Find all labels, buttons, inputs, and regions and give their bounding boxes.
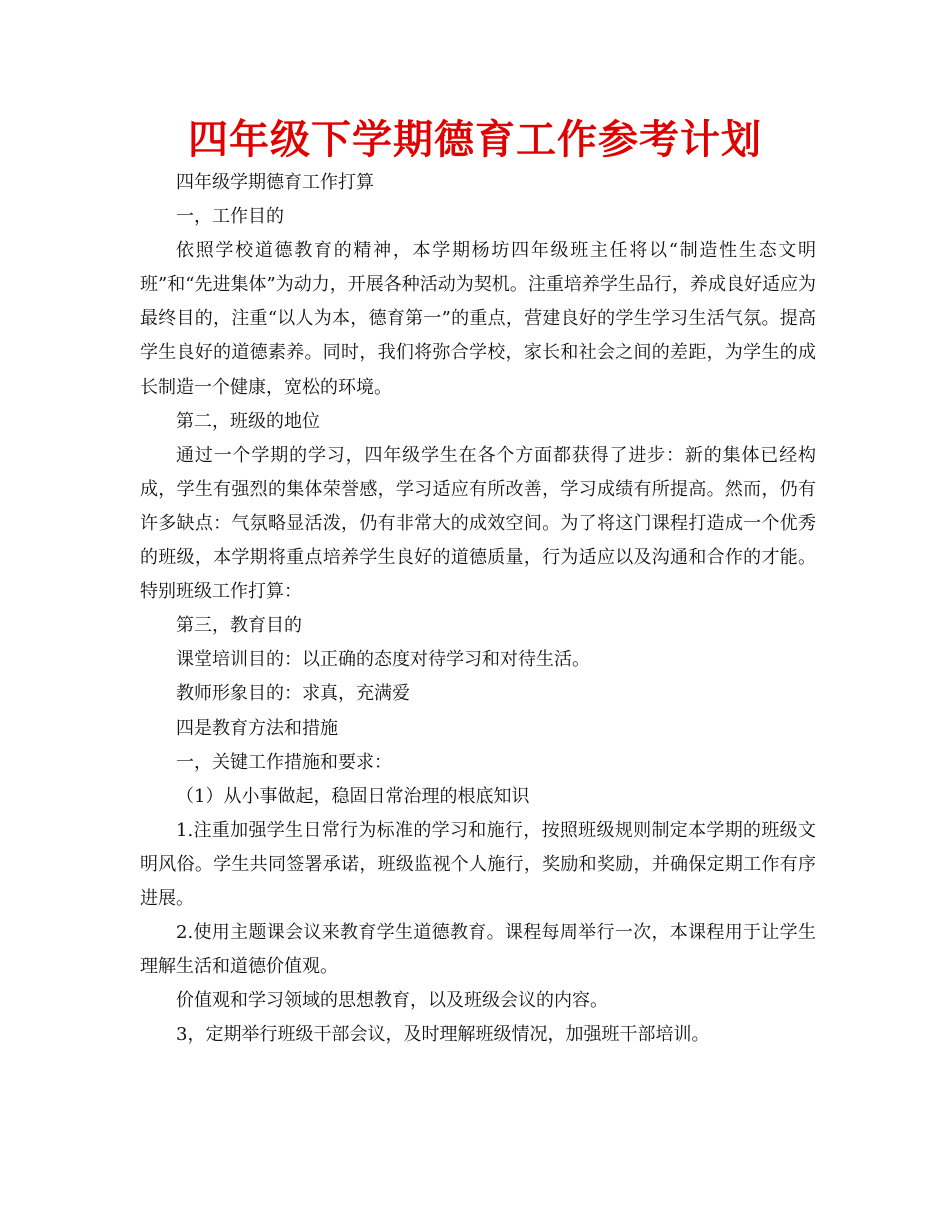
paragraph-values: 价值观和学习领域的思想教育，以及班级会议的内容。 — [176, 990, 608, 1012]
paragraph-class-status: 通过一个学期的学习，四年级学生在各个方面都获得了进步：新的集体已经构成，学生有强烈的集体荣誉感，学习适应有所改善，学习成绩有所提高。然而，仍有许多缺点：气氛略显活泼，仍有非常大的成效空间。为了将这门课程打造成一个优秀的班级，本学期将重点培养学生良好的道德质量，行为适应以及沟通和合作的才能。特别班级工作打算： — [140, 444, 816, 603]
heading-education-goal: 第三，教育目的 — [176, 615, 302, 637]
document-title: 四年级下学期德育工作参考计划 — [188, 117, 762, 163]
paragraph-item-3: 3，定期举行班级干部会议，及时理解班级情况，加强班干部培训。 — [176, 1024, 710, 1046]
paragraph-work-goal: 依照学校道德教育的精神，本学期杨坊四年级班主任将以“制造性生态文明班”和“先进集体”为动力，开展各种活动为契机。注重培养学生品行，养成良好适应为最终目的，注重“以人为本，德育第一”的重点，营建良好的学生学习生活气氛。提高学生良好的道德素养。同时，我们将弥合学校，家长和社会之间的差距，为学生的成长制造一个健康，宽松的环境。 — [140, 240, 816, 398]
heading-work-goal: 一，工作目的 — [176, 206, 284, 228]
heading-methods: 四是教育方法和措施 — [176, 717, 338, 739]
paragraph-item-2: 2.使用主题课会议来教育学生道德教育。课程每周举行一次，本课程用于让学生理解生活和道德价值观。 — [140, 922, 816, 978]
heading-class-status: 第二，班级的地位 — [176, 410, 320, 432]
paragraph-item-1: 1.注重加强学生日常行为标准的学习和施行，按照班级规则制定本学期的班级文明风俗。学生共同签署承诺，班级监视个人施行，奖励和奖励，并确保定期工作有序进展。 — [140, 819, 816, 909]
paragraph-classroom-goal: 课堂培训目的：以正确的态度对待学习和对待生活。 — [176, 649, 590, 671]
heading-key-measures: 一，关键工作措施和要求： — [176, 751, 392, 773]
heading-measure-1: （1）从小事做起，稳固日常治理的根底知识 — [176, 785, 530, 807]
paragraph-teacher-goal: 教师形象目的：求真，充满爱 — [176, 683, 410, 705]
heading-plan: 四年级学期德育工作打算 — [176, 172, 374, 193]
document-body — [140, 166, 816, 1052]
